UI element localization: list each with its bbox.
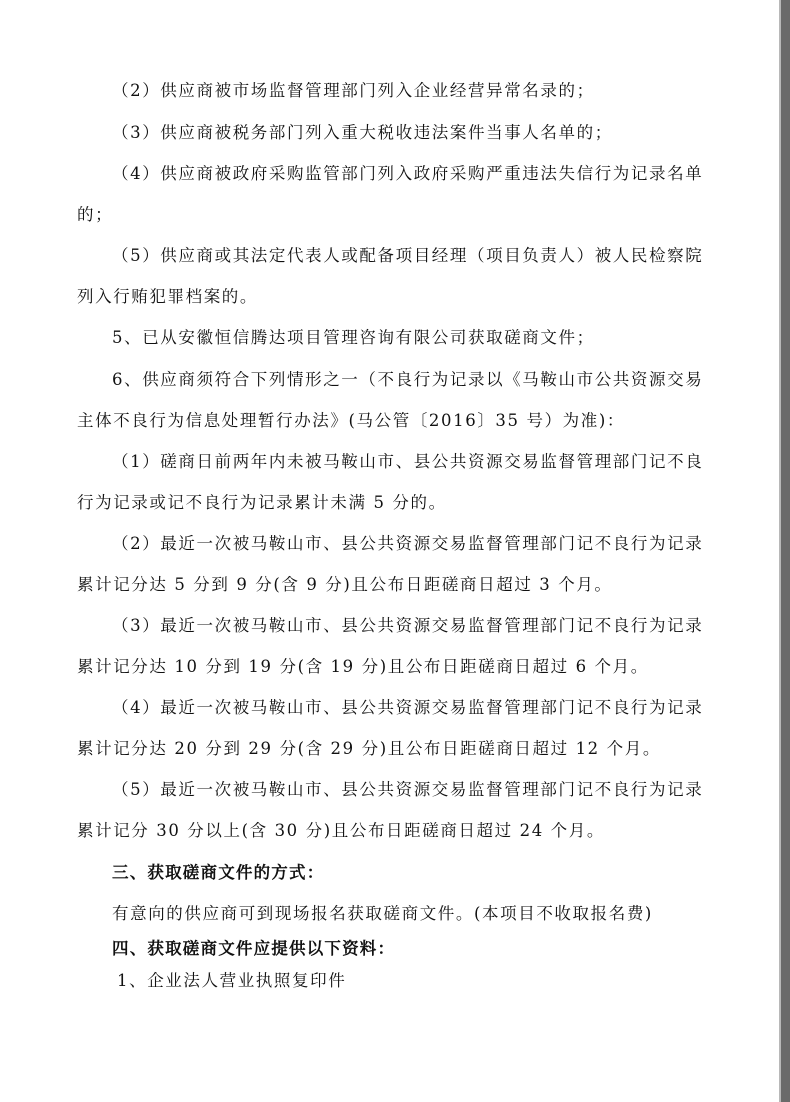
criteria-3-line-1: （3）最近一次被马鞍山市、县公共资源交易监督管理部门记不良行为记录	[112, 616, 704, 635]
criteria-2-line-1: （2）最近一次被马鞍山市、县公共资源交易监督管理部门记不良行为记录	[112, 534, 704, 553]
criteria-5-line-2: 累计记分 30 分以上(含 30 分)且公布日距磋商日超过 24 个月。	[77, 821, 605, 840]
paragraph-4-line-1: （4）供应商被政府采购监管部门列入政府采购严重违法失信行为记录名单	[112, 164, 704, 183]
item-5-line: 5、已从安徽恒信腾达项目管理咨询有限公司获取磋商文件；	[112, 328, 595, 347]
criteria-4-line-1: （4）最近一次被马鞍山市、县公共资源交易监督管理部门记不良行为记录	[112, 698, 704, 717]
item-6-line-2: 主体不良行为信息处理暂行办法》(马公管〔2016〕35 号）为准)：	[77, 411, 626, 430]
paragraph-5-line-2: 列入行贿犯罪档案的。	[77, 287, 258, 306]
criteria-2-line-2: 累计记分达 5 分到 9 分(含 9 分)且公布日距磋商日超过 3 个月。	[77, 575, 613, 594]
criteria-5-line-1: （5）最近一次被马鞍山市、县公共资源交易监督管理部门记不良行为记录	[112, 780, 704, 799]
section-4-item-1: 1、企业法人营业执照复印件	[117, 971, 347, 990]
paragraph-3-line-1: （3）供应商被税务部门列入重大税收违法案件当事人名单的；	[112, 123, 613, 142]
section-3-heading: 三、获取磋商文件的方式：	[112, 863, 325, 882]
section-4-heading: 四、获取磋商文件应提供以下资料：	[112, 939, 396, 958]
criteria-3-line-2: 累计记分达 10 分到 19 分(含 19 分)且公布日距磋商日超过 6 个月。	[77, 657, 649, 676]
criteria-1-line-1: （1）磋商日前两年内未被马鞍山市、县公共资源交易监督管理部门记不良	[112, 452, 704, 471]
paragraph-2-line-1: （2）供应商被市场监督管理部门列入企业经营异常名录的；	[112, 81, 595, 100]
paragraph-4-line-2: 的；	[77, 205, 114, 224]
criteria-4-line-2: 累计记分达 20 分到 29 分(含 29 分)且公布日距磋商日超过 12 个月。	[77, 739, 661, 758]
criteria-1-line-2: 行为记录或记不良行为记录累计未满 5 分的。	[77, 493, 447, 512]
section-3-text: 有意向的供应商可到现场报名获取磋商文件。(本项目不收取报名费)	[112, 904, 653, 923]
item-6-line-1: 6、供应商须符合下列情形之一（不良行为记录以《马鞍山市公共资源交易	[112, 370, 704, 389]
page-edge	[781, 0, 790, 1102]
paragraph-5-line-1: （5）供应商或其法定代表人或配备项目经理（项目负责人）被人民检察院	[112, 246, 704, 265]
